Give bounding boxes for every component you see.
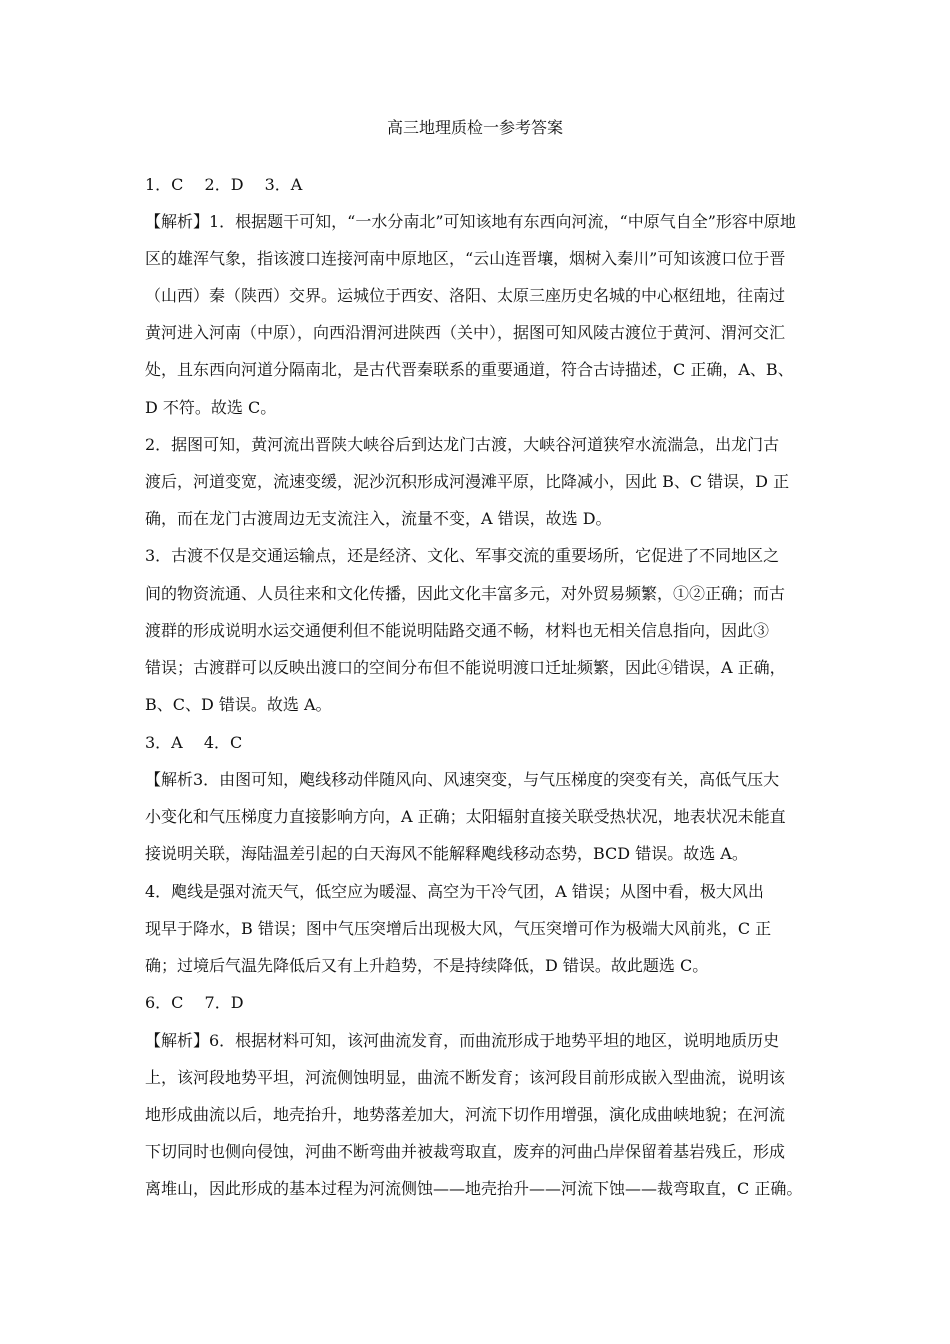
text-line: 渡后，河道变宽，流速变缓，泥沙沉积形成河漫滩平原，比降减小，因此 B、C 错误，D 正: [145, 472, 790, 491]
text-line: 确，而在龙门古渡周边无支流注入，流量不变，A 错误，故选 D。: [145, 509, 612, 528]
text-line: 间的物资流通、人员往来和文化传播，因此文化丰富多元，对外贸易频繁，①②正确；而古: [145, 584, 786, 603]
text-line: 【解析】1．根据题干可知，“一水分南北”可知该地有东西向河流，“中原气自全”形容中原地: [145, 212, 796, 231]
text-line: 【解析】6．根据材料可知，该河曲流发育，而曲流形成于地势平坦的地区，说明地质历史: [145, 1031, 780, 1050]
answer-key-1-3: 1．C 2．D 3．A: [145, 175, 303, 194]
text-line: 区的雄浑气象，指该渡口连接河南中原地区，“云山连晋壤，烟树入秦川”可知该渡口位于晋: [145, 249, 786, 268]
answer-key-6-7: 6．C 7．D: [145, 993, 244, 1012]
text-line: 小变化和气压梯度力直接影响方向，A 正确；太阳辐射直接关联受热状况，地表状况未能直: [145, 807, 786, 826]
text-line: 现早于降水，B 错误；图中气压突增后出现极大风，气压突增可作为极端大风前兆，C 正: [145, 919, 772, 938]
text-line: 离堆山，因此形成的基本过程为河流侧蚀——地壳抬升——河流下蚀——裁弯取直，C 正确。: [145, 1179, 803, 1198]
text-line: D 不符。故选 C。: [145, 398, 277, 417]
text-line: 接说明关联，海陆温差引起的白天海风不能解释飑线移动态势，BCD 错误。故选 A。: [145, 844, 748, 863]
text-line: 【解析3．由图可知，飑线移动伴随风向、风速突变，与气压梯度的突变有关，高低气压大: [145, 770, 780, 789]
text-line: （山西）秦（陕西）交界。运城位于西安、洛阳、太原三座历史名城的中心枢纽地，往南过: [145, 286, 786, 305]
text-line: 黄河进入河南（中原），向西沿渭河进陕西（关中），据图可知风陵古渡位于黄河、渭河交汇: [145, 323, 786, 342]
text-line: 上，该河段地势平坦，河流侧蚀明显，曲流不断发育；该河段目前形成嵌入型曲流，说明该: [145, 1068, 786, 1087]
text-line: 确；过境后气温先降低后又有上升趋势，不是持续降低，D 错误。故此题选 C。: [145, 956, 709, 975]
text-line: 错误；古渡群可以反映出渡口的空间分布但不能说明渡口迁址频繁，因此④错误，A 正确，: [145, 658, 786, 677]
text-line: 处，且东西向河道分隔南北，是古代晋秦联系的重要通道，符合古诗描述，C 正确，A、B、: [145, 360, 794, 379]
text-line: 下切同时也侧向侵蚀，河曲不断弯曲并被裁弯取直，废弃的河曲凸岸保留着基岩残丘，形成: [145, 1142, 786, 1161]
text-line: 地形成曲流以后，地壳抬升，地势落差加大，河流下切作用增强，演化成曲峡地貌；在河流: [145, 1105, 786, 1124]
answer-key-3-4: 3．A 4．C: [145, 733, 243, 752]
text-line: 2．据图可知，黄河流出晋陕大峡谷后到达龙门古渡，大峡谷河道狭窄水流湍急，出龙门古: [145, 435, 780, 454]
text-line: 渡群的形成说明水运交通便利但不能说明陆路交通不畅，材料也无相关信息指向，因此③: [145, 621, 770, 640]
text-line: B、C、D 错误。故选 A。: [145, 695, 332, 714]
text-line: 4．飑线是强对流天气，低空应为暖湿、高空为干冷气团，A 错误；从图中看，极大风出: [145, 882, 764, 901]
page-title: 高三地理质检一参考答案: [386, 118, 563, 137]
text-line: 3．古渡不仅是交通运输点，还是经济、文化、军事交流的重要场所，它促进了不同地区之: [145, 546, 780, 565]
